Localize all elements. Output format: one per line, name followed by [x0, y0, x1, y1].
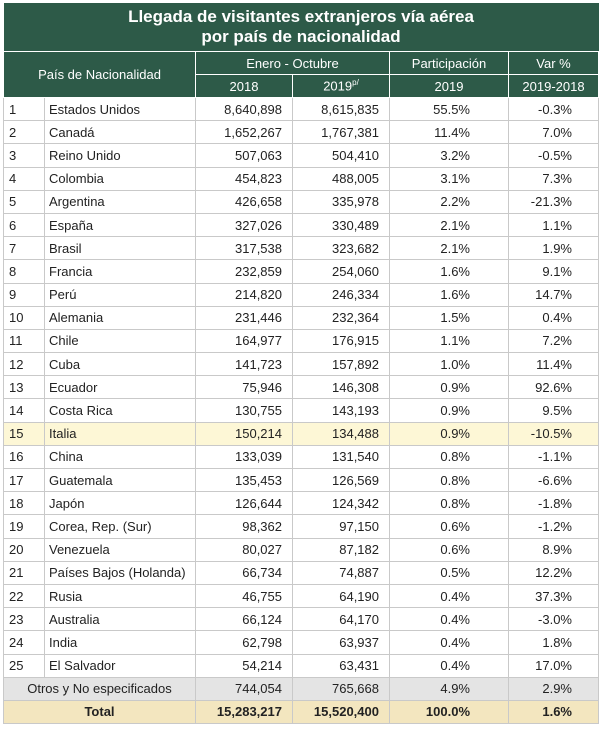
- row-country: Rusia: [45, 584, 196, 607]
- header-var-years: 2019-2018: [509, 75, 599, 98]
- row-rank: 1: [4, 98, 45, 121]
- header-var: Var %: [509, 52, 599, 75]
- table-row: [4, 260, 599, 283]
- row-2018: 135,453: [196, 469, 293, 492]
- row-2018: 164,977: [196, 329, 293, 352]
- row-2019: 63,431: [293, 654, 390, 677]
- row-rank: 22: [4, 584, 45, 607]
- row-var: 9.5%: [509, 399, 599, 422]
- total-2018: 15,283,217: [196, 700, 293, 723]
- row-country: Italia: [45, 422, 196, 445]
- row-participation: 1.1%: [390, 329, 509, 352]
- row-rank: 12: [4, 353, 45, 376]
- row-rank: 3: [4, 144, 45, 167]
- row-country: Estados Unidos: [45, 98, 196, 121]
- row-var: 9.1%: [509, 260, 599, 283]
- header-year-2019-text: 2019: [323, 78, 353, 94]
- row-country: Brasil: [45, 237, 196, 260]
- row-2018: 1,652,267: [196, 121, 293, 144]
- table-row: [4, 654, 599, 677]
- row-2019: 323,682: [293, 237, 390, 260]
- row-participation: 0.9%: [390, 399, 509, 422]
- visitors-table-container: [3, 3, 598, 724]
- table-row: [4, 213, 599, 236]
- row-participation: 1.5%: [390, 306, 509, 329]
- header-participation-year: 2019: [390, 75, 509, 98]
- row-var: 7.0%: [509, 121, 599, 144]
- header-year-2018: 2018: [196, 75, 293, 98]
- row-country: Chile: [45, 329, 196, 352]
- row-country: Perú: [45, 283, 196, 306]
- row-country: Australia: [45, 608, 196, 631]
- row-var: -1.2%: [509, 515, 599, 538]
- row-participation: 0.6%: [390, 538, 509, 561]
- row-rank: 16: [4, 445, 45, 468]
- row-country: Países Bajos (Holanda): [45, 561, 196, 584]
- table-row: [4, 561, 599, 584]
- row-var: 1.1%: [509, 213, 599, 236]
- row-2019: 504,410: [293, 144, 390, 167]
- row-2018: 231,446: [196, 306, 293, 329]
- row-participation: 2.1%: [390, 213, 509, 236]
- row-participation: 3.2%: [390, 144, 509, 167]
- row-rank: 23: [4, 608, 45, 631]
- row-rank: 6: [4, 213, 45, 236]
- row-var: 37.3%: [509, 584, 599, 607]
- row-2018: 232,859: [196, 260, 293, 283]
- table-row: [4, 422, 599, 445]
- visitors-table: [3, 3, 599, 724]
- row-participation: 0.9%: [390, 422, 509, 445]
- table-row: [4, 144, 599, 167]
- row-rank: 11: [4, 329, 45, 352]
- row-2019: 8,615,835: [293, 98, 390, 121]
- row-participation: 3.1%: [390, 167, 509, 190]
- row-2018: 507,063: [196, 144, 293, 167]
- row-participation: 0.9%: [390, 376, 509, 399]
- row-rank: 24: [4, 631, 45, 654]
- row-participation: 0.8%: [390, 492, 509, 515]
- row-var: -0.3%: [509, 98, 599, 121]
- table-row: [4, 515, 599, 538]
- row-participation: 0.8%: [390, 445, 509, 468]
- row-country: Japón: [45, 492, 196, 515]
- row-country: Venezuela: [45, 538, 196, 561]
- row-country: Ecuador: [45, 376, 196, 399]
- row-rank: 2: [4, 121, 45, 144]
- row-2018: 46,755: [196, 584, 293, 607]
- row-2018: 98,362: [196, 515, 293, 538]
- row-rank: 10: [4, 306, 45, 329]
- table-title: [4, 3, 599, 52]
- row-country: El Salvador: [45, 654, 196, 677]
- row-rank: 7: [4, 237, 45, 260]
- row-rank: 21: [4, 561, 45, 584]
- row-2019: 63,937: [293, 631, 390, 654]
- row-rank: 4: [4, 167, 45, 190]
- row-var: 1.9%: [509, 237, 599, 260]
- row-2019: 146,308: [293, 376, 390, 399]
- row-2019: 157,892: [293, 353, 390, 376]
- header-year-2019: [293, 75, 390, 98]
- row-2019: 246,334: [293, 283, 390, 306]
- total-row: [4, 700, 599, 723]
- row-participation: 0.5%: [390, 561, 509, 584]
- table-row: [4, 631, 599, 654]
- row-var: 12.2%: [509, 561, 599, 584]
- row-var: -1.1%: [509, 445, 599, 468]
- row-2018: 54,214: [196, 654, 293, 677]
- row-participation: 2.1%: [390, 237, 509, 260]
- row-rank: 5: [4, 190, 45, 213]
- row-country: Guatemala: [45, 469, 196, 492]
- row-var: 1.8%: [509, 631, 599, 654]
- row-2018: 214,820: [196, 283, 293, 306]
- row-var: -0.5%: [509, 144, 599, 167]
- row-2018: 66,734: [196, 561, 293, 584]
- row-2019: 87,182: [293, 538, 390, 561]
- row-var: 14.7%: [509, 283, 599, 306]
- others-label: Otros y No especificados: [4, 677, 196, 700]
- row-var: 8.9%: [509, 538, 599, 561]
- table-row: [4, 353, 599, 376]
- row-rank: 8: [4, 260, 45, 283]
- row-country: España: [45, 213, 196, 236]
- row-2019: 488,005: [293, 167, 390, 190]
- row-participation: 0.6%: [390, 515, 509, 538]
- row-2019: 134,488: [293, 422, 390, 445]
- title-line-1: Llegada de visitantes extranjeros vía aérea: [128, 7, 474, 26]
- others-row: [4, 677, 599, 700]
- header-period: Enero - Octubre: [196, 52, 390, 75]
- row-rank: 18: [4, 492, 45, 515]
- row-2018: 426,658: [196, 190, 293, 213]
- row-rank: 13: [4, 376, 45, 399]
- row-participation: 2.2%: [390, 190, 509, 213]
- table-row: [4, 399, 599, 422]
- row-var: -3.0%: [509, 608, 599, 631]
- row-2019: 64,170: [293, 608, 390, 631]
- row-2018: 317,538: [196, 237, 293, 260]
- row-2018: 66,124: [196, 608, 293, 631]
- row-country: Costa Rica: [45, 399, 196, 422]
- row-country: India: [45, 631, 196, 654]
- table-body: [4, 98, 599, 678]
- row-rank: 15: [4, 422, 45, 445]
- row-var: -1.8%: [509, 492, 599, 515]
- row-country: Alemania: [45, 306, 196, 329]
- row-2018: 75,946: [196, 376, 293, 399]
- row-participation: 0.4%: [390, 584, 509, 607]
- row-2018: 454,823: [196, 167, 293, 190]
- row-participation: 11.4%: [390, 121, 509, 144]
- row-2019: 254,060: [293, 260, 390, 283]
- header-participation: Participación: [390, 52, 509, 75]
- table-row: [4, 469, 599, 492]
- total-2019: 15,520,400: [293, 700, 390, 723]
- table-row: [4, 445, 599, 468]
- row-2018: 327,026: [196, 213, 293, 236]
- row-var: 7.3%: [509, 167, 599, 190]
- row-2018: 141,723: [196, 353, 293, 376]
- table-row: [4, 190, 599, 213]
- header-country: País de Nacionalidad: [4, 52, 196, 98]
- total-participation: 100.0%: [390, 700, 509, 723]
- row-var: -21.3%: [509, 190, 599, 213]
- row-2019: 335,978: [293, 190, 390, 213]
- table-row: [4, 167, 599, 190]
- row-2019: 97,150: [293, 515, 390, 538]
- row-country: Corea, Rep. (Sur): [45, 515, 196, 538]
- row-2019: 176,915: [293, 329, 390, 352]
- row-2018: 8,640,898: [196, 98, 293, 121]
- row-2018: 62,798: [196, 631, 293, 654]
- table-row: [4, 376, 599, 399]
- header-year-2019-sup: p/: [352, 78, 359, 88]
- table-row: [4, 121, 599, 144]
- row-2019: 330,489: [293, 213, 390, 236]
- row-2019: 74,887: [293, 561, 390, 584]
- total-var: 1.6%: [509, 700, 599, 723]
- row-rank: 17: [4, 469, 45, 492]
- row-var: 11.4%: [509, 353, 599, 376]
- row-var: 0.4%: [509, 306, 599, 329]
- row-2019: 126,569: [293, 469, 390, 492]
- others-2018: 744,054: [196, 677, 293, 700]
- row-2018: 126,644: [196, 492, 293, 515]
- row-2019: 124,342: [293, 492, 390, 515]
- row-rank: 20: [4, 538, 45, 561]
- row-rank: 25: [4, 654, 45, 677]
- row-var: -10.5%: [509, 422, 599, 445]
- row-2018: 80,027: [196, 538, 293, 561]
- table-row: [4, 306, 599, 329]
- row-country: Reino Unido: [45, 144, 196, 167]
- table-row: [4, 329, 599, 352]
- row-2018: 130,755: [196, 399, 293, 422]
- row-rank: 9: [4, 283, 45, 306]
- row-2019: 131,540: [293, 445, 390, 468]
- row-2019: 143,193: [293, 399, 390, 422]
- table-row: [4, 283, 599, 306]
- row-participation: 0.4%: [390, 608, 509, 631]
- row-2019: 1,767,381: [293, 121, 390, 144]
- others-2019: 765,668: [293, 677, 390, 700]
- row-2019: 64,190: [293, 584, 390, 607]
- title-line-2: por país de nacionalidad: [201, 27, 401, 46]
- table-row: [4, 538, 599, 561]
- row-rank: 14: [4, 399, 45, 422]
- row-var: -6.6%: [509, 469, 599, 492]
- row-participation: 0.4%: [390, 654, 509, 677]
- table-row: [4, 492, 599, 515]
- row-rank: 19: [4, 515, 45, 538]
- total-label: Total: [4, 700, 196, 723]
- row-2019: 232,364: [293, 306, 390, 329]
- others-participation: 4.9%: [390, 677, 509, 700]
- row-2018: 150,214: [196, 422, 293, 445]
- table-row: [4, 98, 599, 121]
- row-participation: 1.0%: [390, 353, 509, 376]
- table-row: [4, 608, 599, 631]
- others-var: 2.9%: [509, 677, 599, 700]
- row-country: Canadá: [45, 121, 196, 144]
- row-var: 17.0%: [509, 654, 599, 677]
- row-2018: 133,039: [196, 445, 293, 468]
- row-var: 92.6%: [509, 376, 599, 399]
- table-row: [4, 237, 599, 260]
- row-var: 7.2%: [509, 329, 599, 352]
- row-country: Cuba: [45, 353, 196, 376]
- row-participation: 0.4%: [390, 631, 509, 654]
- row-participation: 1.6%: [390, 283, 509, 306]
- row-country: Argentina: [45, 190, 196, 213]
- row-participation: 55.5%: [390, 98, 509, 121]
- table-row: [4, 584, 599, 607]
- row-country: Francia: [45, 260, 196, 283]
- row-participation: 1.6%: [390, 260, 509, 283]
- row-participation: 0.8%: [390, 469, 509, 492]
- row-country: China: [45, 445, 196, 468]
- row-country: Colombia: [45, 167, 196, 190]
